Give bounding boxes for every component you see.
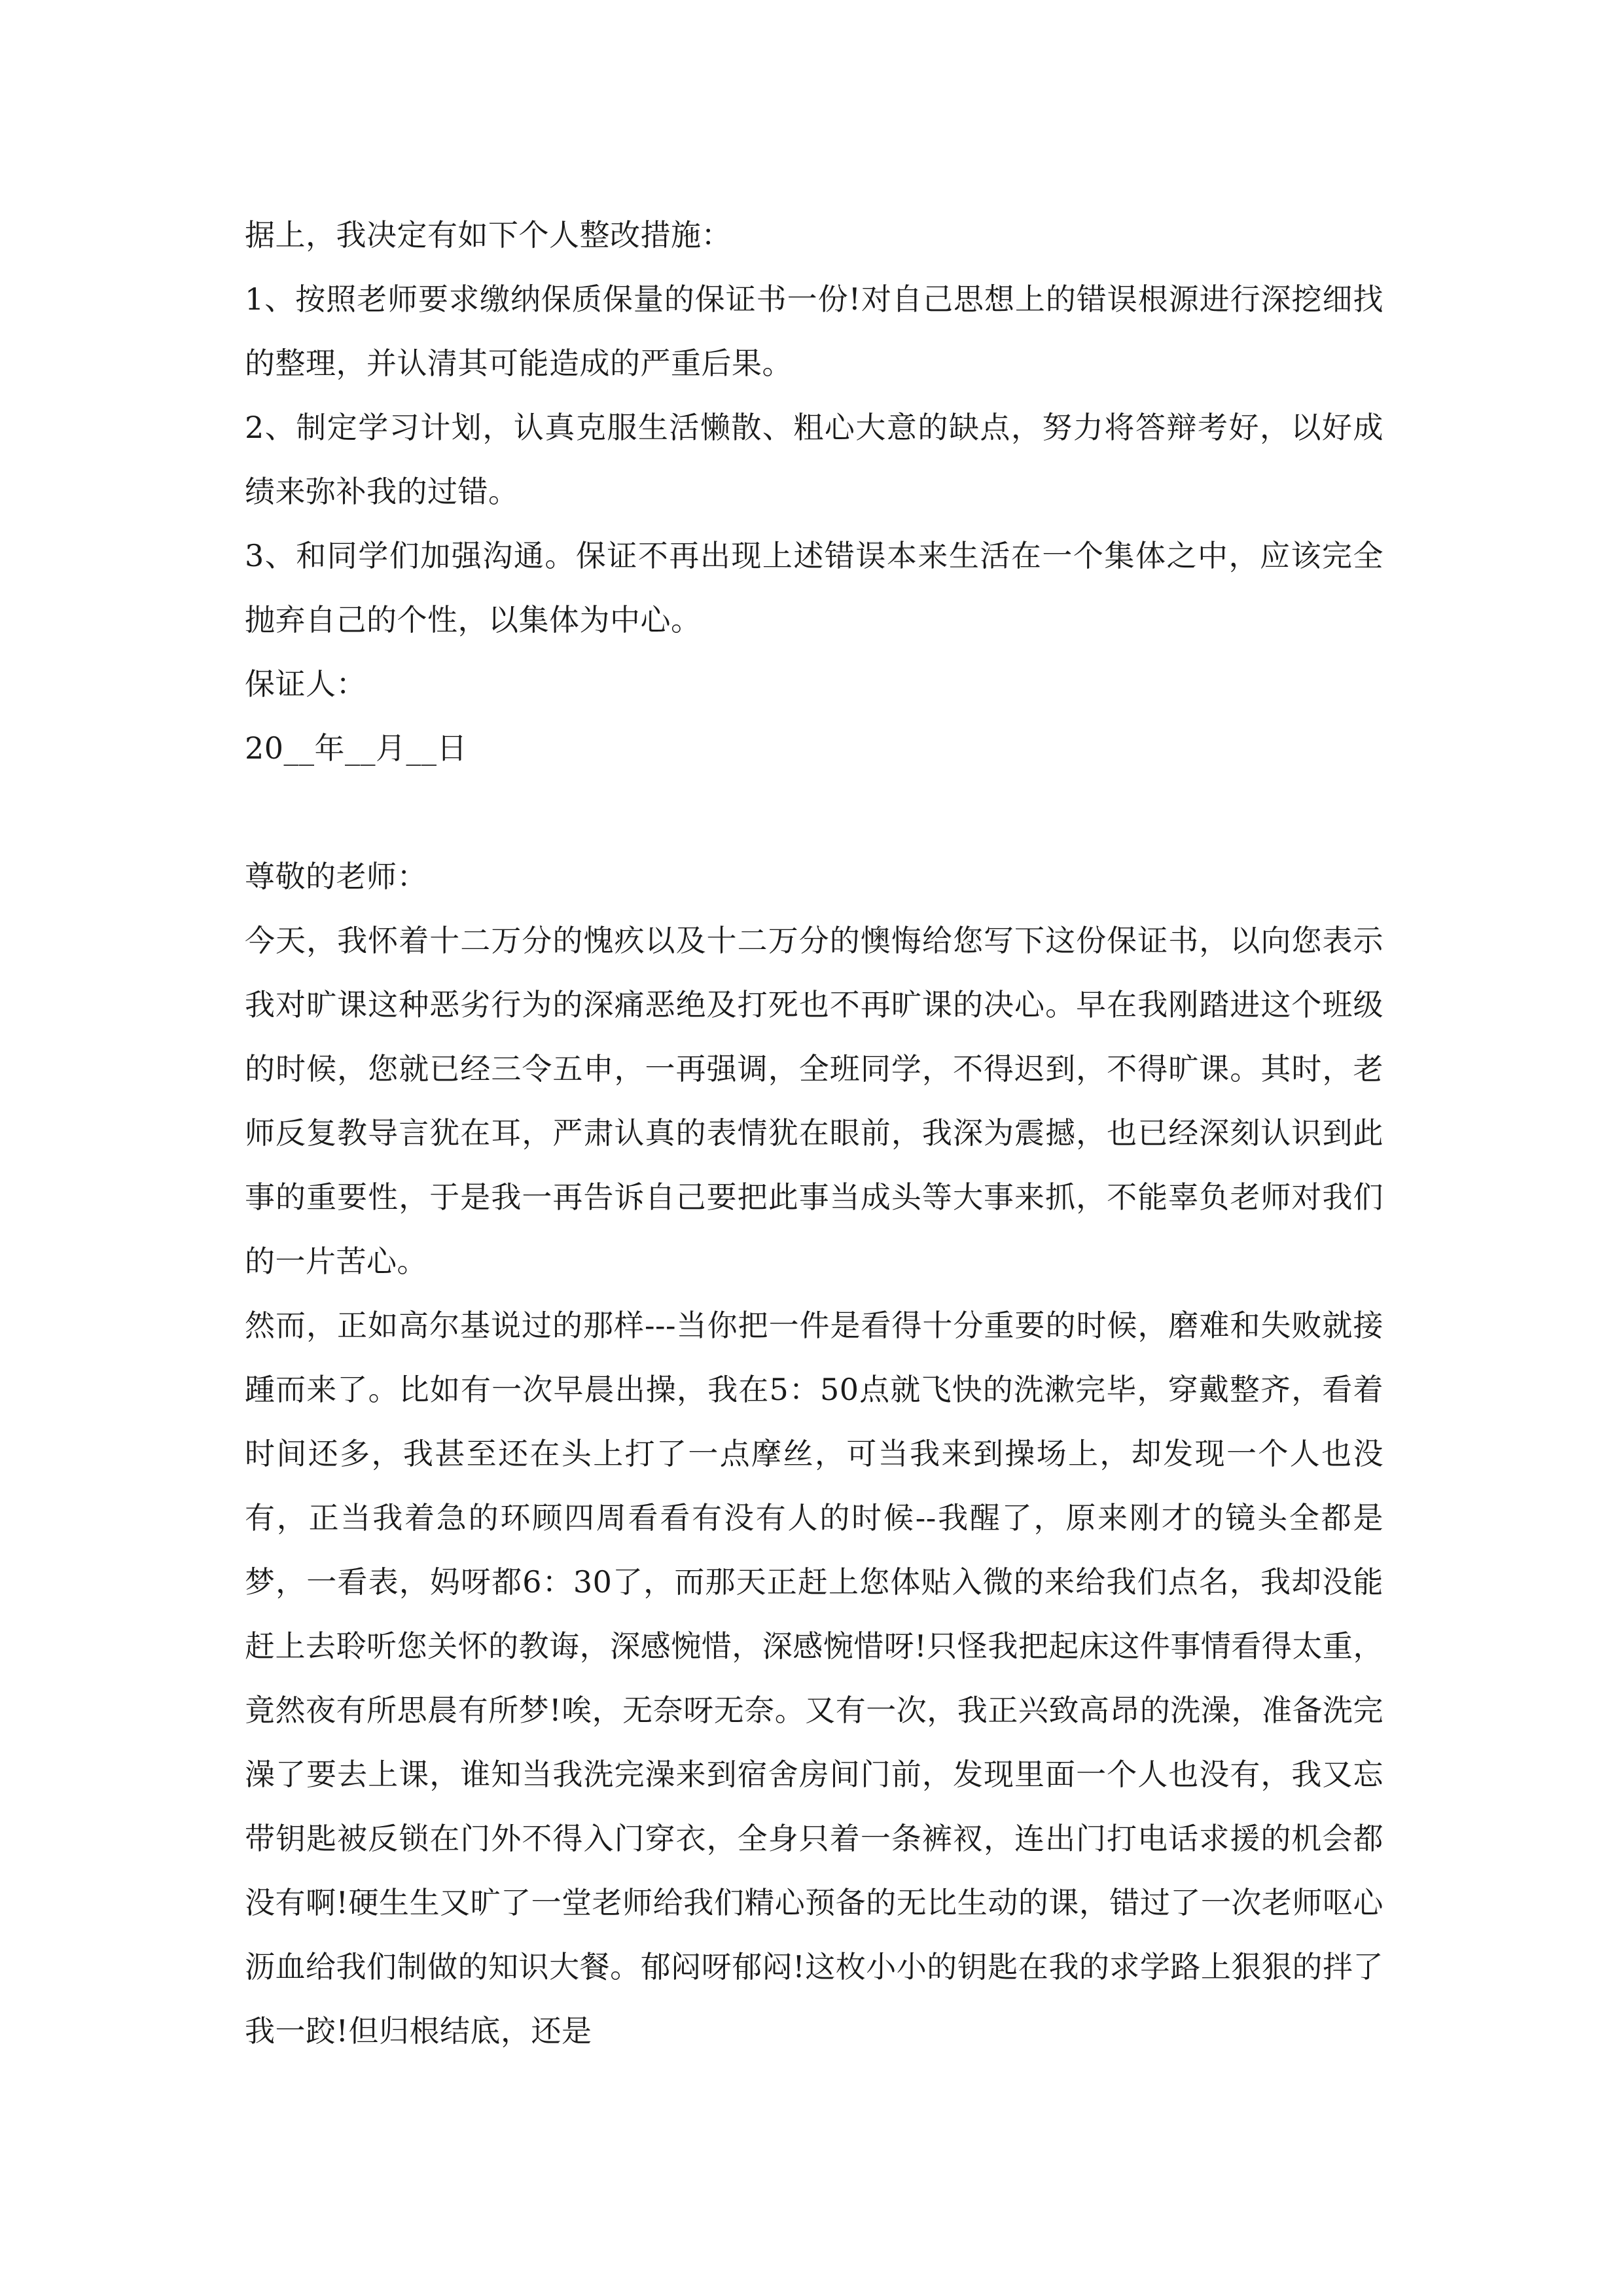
greeting: 尊敬的老师： (245, 859, 427, 894)
measure-item-2: 2、制定学习计划，认真克服生活懒散、粗心大意的缺点，努力将答辩考好，以好成绩来弥补我的过错。 (245, 410, 1383, 509)
signer-label: 保证人： (245, 666, 366, 702)
body-paragraph-1: 今天，我怀着十二万分的愧疚以及十二万分的懊悔给您写下这份保证书，以向您表示我对旷课这种恶劣行为的深痛恶绝及打死也不再旷课的决心。早在我刚踏进这个班级的时候，您就已经三令五申，一再强调，全班同学，不得迟到，不得旷课。其时，老师反复教导言犹在耳，严肃认真的表情犹在眼前，我深为震撼，也已经深刻认识到此事的重要性，于是我一再告诉自己要把此事当成头等大事来抓，不能辜负老师对我们的一片苦心。 (245, 923, 1383, 1279)
measure-item-3: 3、和同学们加强沟通。保证不再出现上述错误本来生活在一个集体之中，应该完全抛弃自己的个性，以集体为中心。 (245, 538, 1383, 637)
intro-line: 据上，我决定有如下个人整改措施： (245, 217, 732, 253)
section-spacer (245, 780, 1383, 844)
date-line: 20__年__月__日 (245, 730, 468, 766)
document-body (245, 203, 1383, 2063)
body-paragraph-2: 然而，正如高尔基说过的那样---当你把一件是看得十分重要的时候，磨难和失败就接踵而来了。比如有一次早晨出操，我在5：50点就飞快的洗漱完毕，穿戴整齐，看着时间还多，我甚至还在头上打了一点摩丝，可当我来到操场上，却发现一个人也没有，正当我着急的环顾四周看看有没有人的时候--我醒了，原来刚才的镜头全都是梦，一看表，妈呀都6：30了，而那天正赶上您体贴入微的来给我们点名，我却没能赶上去聆听您关怀的教诲，深感惋惜，深感惋惜呀!只怪我把起床这件事情看得太重，竟然夜有所思晨有所梦!唉，无奈呀无奈。又有一次，我正兴致高昂的洗澡，准备洗完澡了要去上课，谁知当我洗完澡来到宿舍房间门前，发现里面一个人也没有，我又忘带钥匙被反锁在门外不得入门穿衣，全身只着一条裤衩，连出门打电话求援的机会都没有啊!硬生生又旷了一堂老师给我们精心预备的无比生动的课，错过了一次老师呕心沥血给我们制做的知识大餐。郁闷呀郁闷!这枚小小的钥匙在我的求学路上狠狠的拌了我一跤!但归根结底，还是 (245, 1308, 1383, 2049)
measure-item-1: 1、按照老师要求缴纳保质保量的保证书一份!对自己思想上的错误根源进行深挖细找的整理，并认清其可能造成的严重后果。 (245, 281, 1383, 381)
